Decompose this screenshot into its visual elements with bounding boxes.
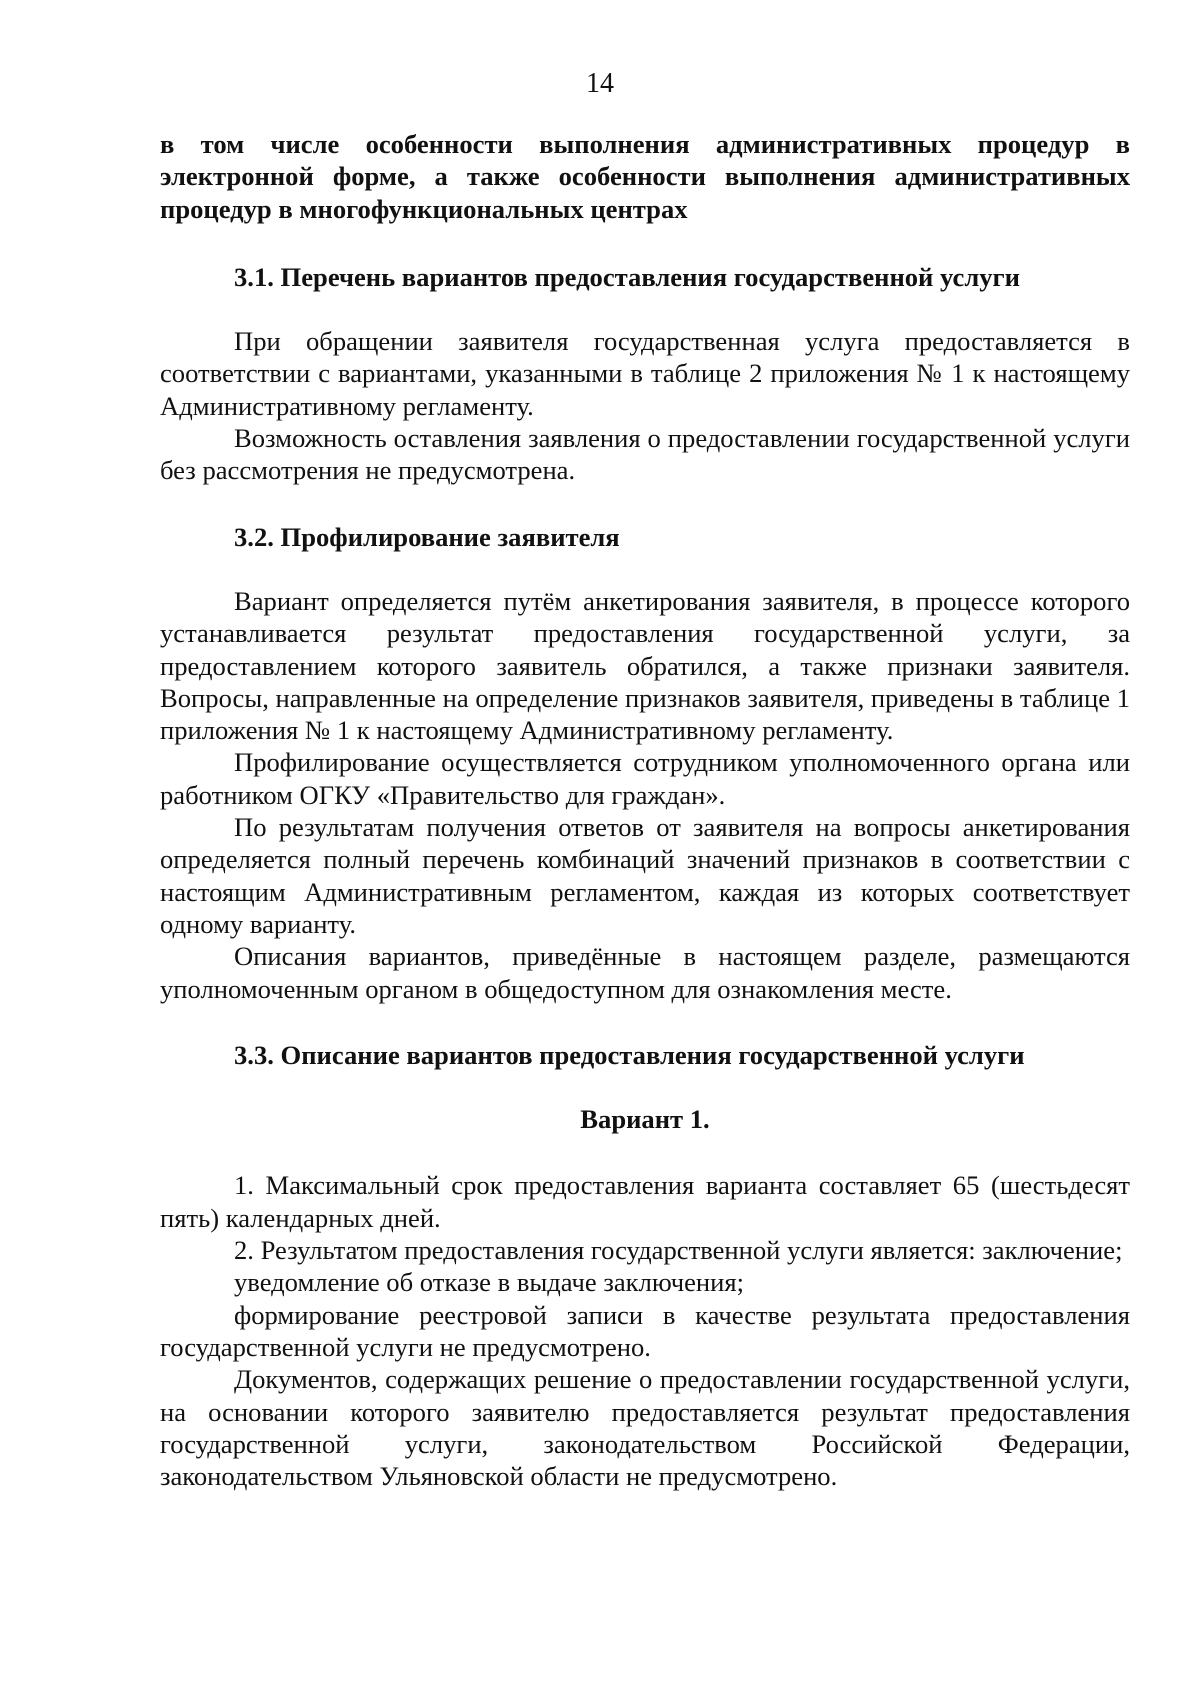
section-3-2-paragraph: По результатам получения ответов от заявителя на вопросы анкетирования определяется полный перечень комбинаций значений признаков в соответствии с настоящим Административным регламентом, каждая из которых соответствует одному варианту. — [160, 812, 1130, 939]
section-3-2-heading: 3.2. Профилирование заявителя — [234, 521, 620, 552]
variant-title: Вариант 1. — [580, 1104, 710, 1135]
section-3-3-paragraph: формирование реестровой записи в качестве результата предоставления государственной услуги не предусмотрено. — [160, 1299, 1130, 1362]
section-3-3-paragraph: Документов, содержащих решение о предоставлении государственной услуги, на основании которого заявителю предоставляется результат предоставления государственной услуги, законодательством Российской Федерации, законодательством Ульяновской области не предусмотрено. — [160, 1364, 1130, 1492]
page-number: 14 — [586, 68, 614, 99]
intro-heading: в том числе особенности выполнения административных процедур в электронной форме, а также особенности выполнения административных процедур в многофункциональных центрах — [160, 129, 1130, 224]
section-3-3-heading: 3.3. Описание вариантов предоставления государственной услуги — [234, 1039, 1025, 1070]
document-body — [160, 128, 1130, 1492]
section-3-1-heading: 3.1. Перечень вариантов предоставления государственной услуги — [234, 261, 1020, 292]
section-3-3-paragraph: 2. Результатом предоставления государственной услуги является: заключение; — [234, 1235, 1123, 1266]
section-3-2-paragraph: Профилирование осуществляется сотрудником уполномоченного органа или работником ОГКУ «Правительство для граждан». — [160, 747, 1130, 810]
section-3-2-paragraph: Описания вариантов, приведённые в настоящем разделе, размещаются уполномоченным органом в общедоступном для ознакомления месте. — [160, 941, 1130, 1004]
section-3-2-paragraph: Вариант определяется путём анкетирования заявителя, в процессе которого устанавливается результат предоставления государственной услуги, за предоставлением которого заявитель обратился, а также признаки заявителя. Вопросы, направленные на определение признаков заявителя, приведены в таблице 1 приложения № 1 к настоящему Административному регламенту. — [160, 585, 1130, 746]
section-3-1-paragraph: При обращении заявителя государственная услуга предоставляется в соответствии с вариантами, указанными в таблице 2 приложения № 1 к настоящему Административному регламенту. — [160, 326, 1130, 421]
section-3-1-paragraph: Возможность оставления заявления о предоставлении государственной услуги без рассмотрения не предусмотрена. — [160, 423, 1130, 486]
section-3-3-paragraph: уведомление об отказе в выдаче заключения; — [234, 1267, 744, 1298]
section-3-3-paragraph: 1. Максимальный срок предоставления варианта составляет 65 (шестьдесят пять) календарных дней. — [160, 1170, 1130, 1233]
